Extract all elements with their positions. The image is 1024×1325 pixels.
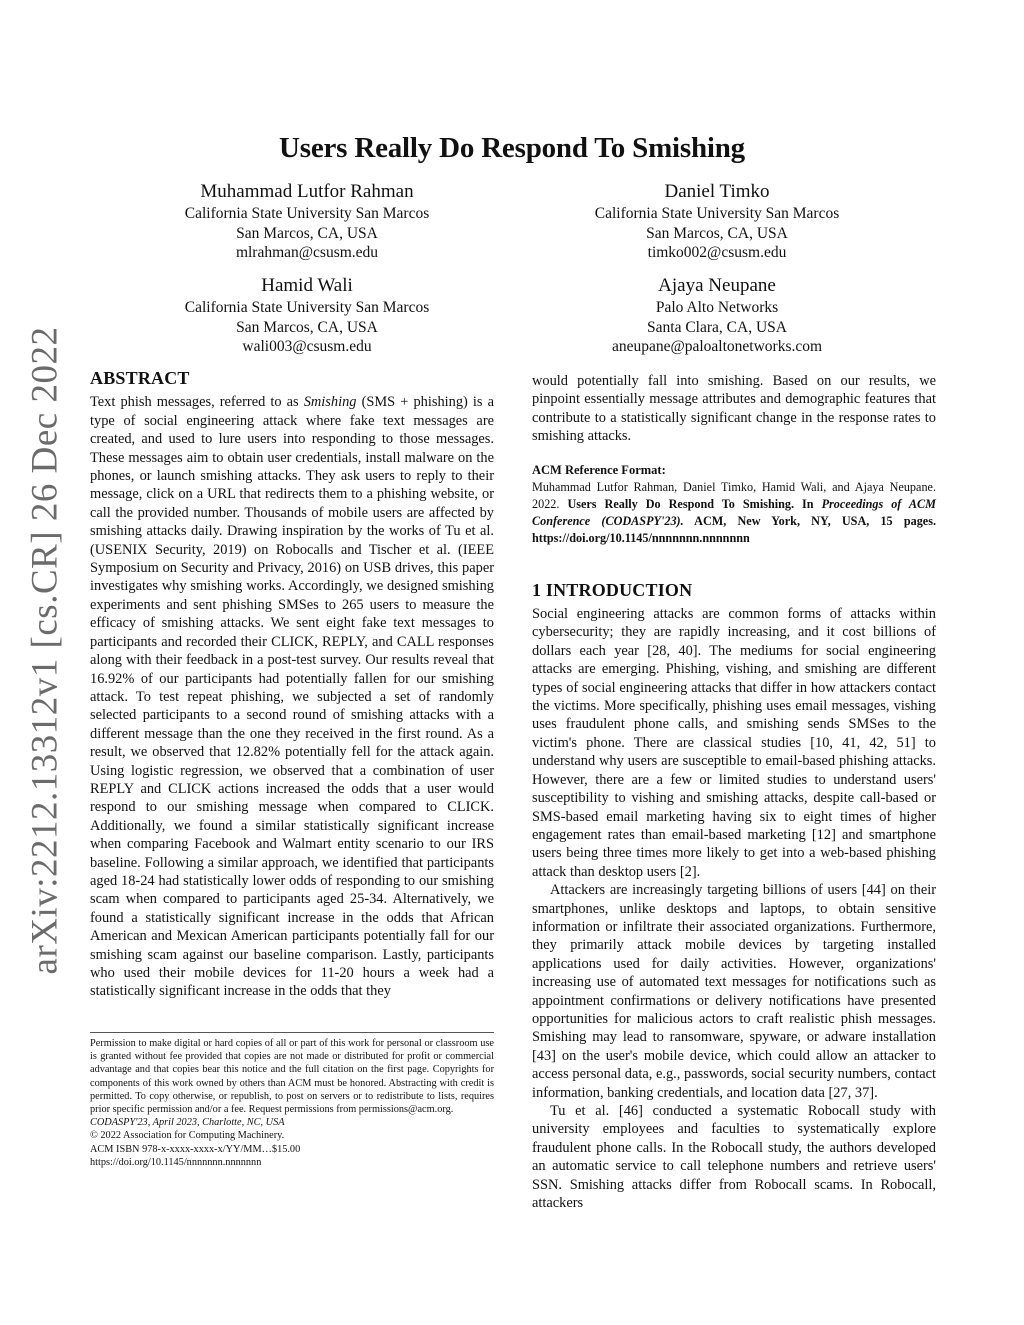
introduction-heading: 1 INTRODUCTION <box>532 579 693 600</box>
isbn-line: ACM ISBN 978-x-xxxx-xxxx-x/YY/MM…$15.00 <box>90 1143 301 1155</box>
abstract-paragraph <box>90 393 494 1000</box>
left-column <box>90 369 494 1001</box>
author-affiliation: California State University San Marcos <box>184 299 430 316</box>
author-email: aneupane@paloaltonetworks.com <box>611 338 823 355</box>
author-location: San Marcos, CA, USA <box>236 318 378 336</box>
acm-heading-text: ACM Reference Format: <box>532 462 666 477</box>
copyright-footnote <box>90 1032 494 1169</box>
conference-info <box>90 1116 494 1129</box>
acm-reference-heading <box>532 462 936 479</box>
right-column <box>532 372 936 1212</box>
author-name: Ajaya Neupane <box>658 275 776 296</box>
paper-title: Users Really Do Respond To Smishing <box>279 132 745 164</box>
acm-title: Users Really Do Respond To Smishing. In <box>567 496 822 511</box>
author-affiliation: California State University San Marcos <box>184 205 430 222</box>
abstract-text: (SMS + phishing) is a type of social engineering attack where fake text messages are created, and used to lure users into responding to those messages. These messages aim to obtain user credentials, install malware on the phones, or launch smishing attacks. They ask users to reply to their message, click on a URL that redirects them to a phishing website, or call the provided number. Thousands of mobile users are affected by smishing attacks daily. Drawing inspiration by the works of Tu et al. (USENIX Security, 2019) on Robocalls and Tischer et al. (IEEE Symposium on Security and Privacy, 2016) on USB drives, this paper investigates why smishing works. Accordingly, we designed smishing experiments and sent phishing SMSes to 265 users to measure the efficacy of smishing attacks. We sent eight fake text messages to participants and recorded their CLICK, REPLY, and CALL responses along with their feedback in a post-test survey. Our results reveal that 16.92% of our participants had potentially fallen for our smishing attack. To test repeat phishing, we subjected a set of randomly selected participants to a second round of smishing attacks with a different message than the one they received in the first round. As a result, we observed that 12.82% potentially fell for the attack again. Using logistic regression, we observed that a combination of user REPLY and CLICK actions increased the odds that a user would respond to our smishing message when compared to CLICK. Additionally, we found a similar statistically significant increase when comparing Facebook and Walmart entity scenario to our IRS baseline. Following a similar approach, we identified that participants aged 18-24 had statistically lower odds of responding to our smishing scam when compared to participants aged 25-34. Alternatively, we found a statistically significant increase in the odds that African American and Mexican American participants potentially fall for our smishing scam against our baseline comparison. Lastly, participants who used their mobile devices for 11-20 hours a week had a statistically significant increase in the odds that they <box>90 394 494 1000</box>
author-email: timko002@csusm.edu <box>647 244 787 261</box>
acm-authors: Muhammad Lutfor Rahman, Daniel Timko, Hamid Wali, and Ajaya Neupane. 2022. <box>532 479 936 511</box>
author-block-1 <box>97 180 517 263</box>
author-location: San Marcos, CA, USA <box>646 224 788 242</box>
abstract-heading: ABSTRACT <box>90 368 190 388</box>
author-name: Daniel Timko <box>664 181 770 202</box>
author-affiliation: Palo Alto Networks <box>655 299 779 316</box>
author-location: Santa Clara, CA, USA <box>647 318 787 336</box>
author-email: mlrahman@csusm.edu <box>235 244 379 261</box>
permission-notice: Permission to make digital or hard copies of all or part of this work for personal or classroom use is granted without fee provided that copies are not made or distributed for profit or commercial advantage and that copies bear this notice and the full citation on the first page. Copyrights for components of this work owned by others than ACM must be honored. Abstracting with credit is permitted. To copy otherwise, or republish, to post on servers or to redistribute to lists, requires prior specific permission and/or a fee. Request permissions from permissions@acm.org. <box>90 1038 494 1116</box>
acm-reference <box>532 462 936 547</box>
intro-paragraph-3: Tu et al. [46] conducted a systematic Robocall study with university employees and faculties to systematically explore fraudulent phone calls. In the Robocall study, the authors developed an automatic service to call telephone numbers and retrieve users' SSN. Smishing attacks differ from Robocall scams. In Robocall, attackers <box>532 1103 936 1212</box>
acm-venue: Proceedings of ACM Conference (CODASPY'23). <box>532 496 937 528</box>
conference-text: CODASPY'23, April 2023, Charlotte, NC, USA <box>90 1117 285 1129</box>
author-block-4 <box>507 274 927 357</box>
intro-paragraph-1: Social engineering attacks are common forms of attacks within cybersecurity; they are rapidly increasing, and it cost billions of dollars each year [28, 40]. The mediums for social engineering attacks are emerging. Phishing, vishing, and smishing are different types of social engineering attacks that differ in how attackers contact the victims. More specifically, phishing uses email messages, vishing uses fraudulent phone calls, and smishing sends SMSes to the victim's phone. There are classical studies [10, 41, 42, 51] to understand why users are susceptible to email-based phishing attacks. However, there are a few or limited studies to understand users' susceptibility to vishing and smishing attacks, despite call-based or SMS-based email marketing having six to eight times of higher engagement rates than email-based marketing [12] and smartphone users being three times more likely to get into a web-based phishing attack than desktop users [2]. <box>532 606 936 880</box>
copyright-line: © 2022 Association for Computing Machinery. <box>90 1130 285 1142</box>
abstract-text: Text phish messages, referred to as <box>90 394 304 411</box>
abstract-continuation: would potentially fall into smishing. Based on our results, we pinpoint essentially message attributes and demographic features that contribute to a statistically significant change in the response rates to smishing attacks. <box>532 373 936 445</box>
acm-publisher: ACM, New York, NY, USA, 15 pages. https://doi.org/10.1145/nnnnnnn.nnnnnnn <box>532 513 936 545</box>
author-block-2 <box>507 180 927 263</box>
author-email: wali003@csusm.edu <box>242 338 372 355</box>
author-name: Muhammad Lutfor Rahman <box>200 181 414 202</box>
doi-line: https://doi.org/10.1145/nnnnnnn.nnnnnnn <box>90 1156 262 1168</box>
acm-reference-body <box>532 479 936 547</box>
abstract-emphasis: Smishing <box>303 394 357 411</box>
author-location: San Marcos, CA, USA <box>236 224 378 242</box>
intro-paragraph-2: Attackers are increasingly targeting billions of users [44] on their smartphones, unlike desktops and laptops, to obtain sensitive information or infiltrate their associated organizations. Furthermore, they primarily attack mobile devices by targeting installed applications used for daily activities. However, organizations' increasing use of automated text messages for notifications such as appointment confirmations or delivery notifications have presented opportunities for malicious actors to craft realistic phish messages. Smishing may lead to ransomware, spyware, or adware installation [43] on the user's mobile device, which could allow an attacker to access personal data, e.g., passwords, social security numbers, contact information, banking credentials, and location data [27, 37]. <box>532 882 936 1101</box>
author-affiliation: California State University San Marcos <box>594 205 840 222</box>
arxiv-id-text: arXiv:2212.13312v1 [cs.CR] 26 Dec 2022 <box>24 326 66 974</box>
arxiv-identifier <box>20 326 70 974</box>
author-name: Hamid Wali <box>261 275 353 296</box>
author-block-3 <box>97 274 517 357</box>
